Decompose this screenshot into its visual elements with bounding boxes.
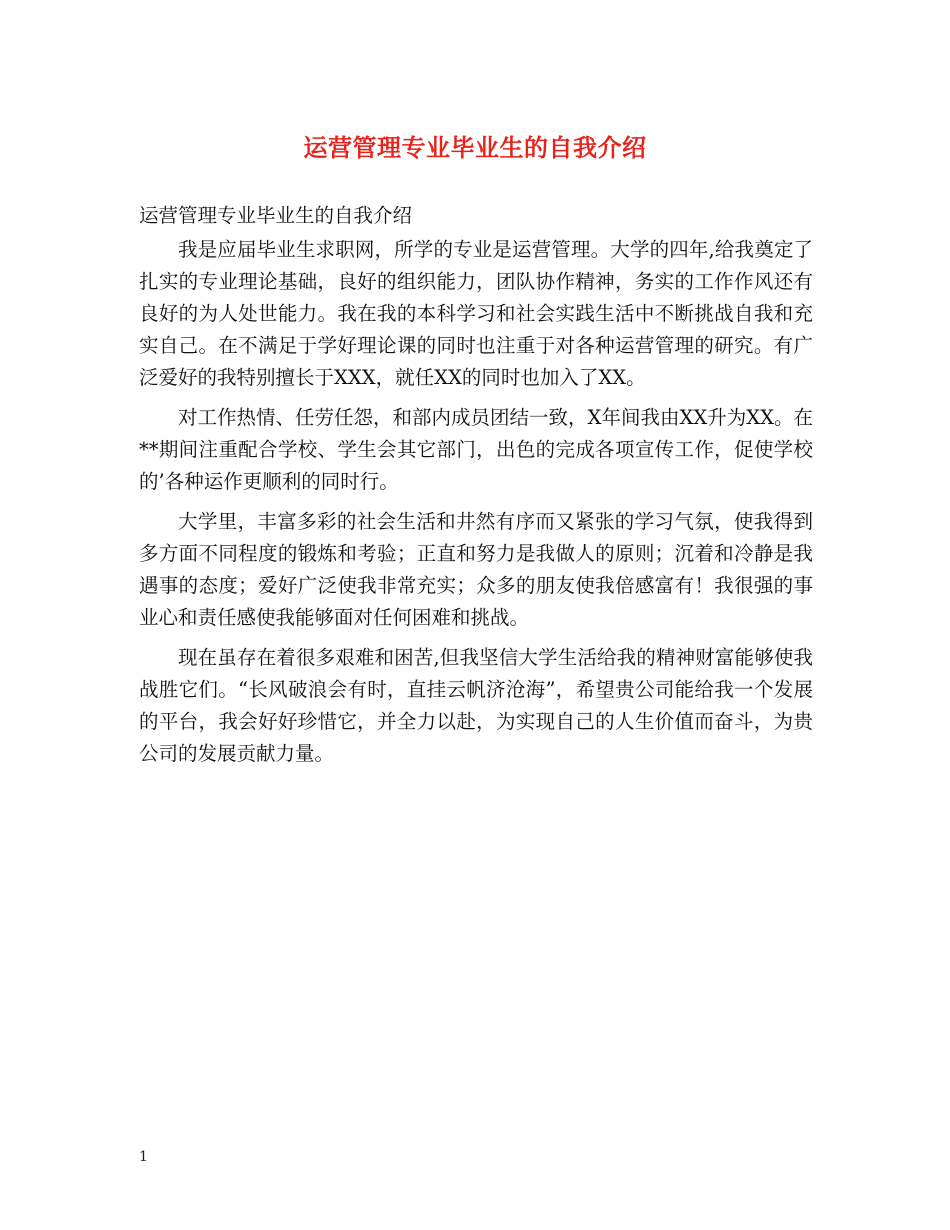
paragraph-1: 我是应届毕业生求职网，所学的专业是运营管理。大学的四年,给我奠定了扎实的专业理论基础，良好的组织能力，团队协作精神，务实的工作作风还有良好的为人处世能力。我在我的本科学习和社会实践生活中不断挑战自我和充实自己。在不满足于学好理论课的同时也注重于对各种运营管理的研究。有广泛爱好的我特别擅长于XXX，就任XX的同时也加入了XX。: [139, 238, 813, 389]
document-body: [139, 200, 813, 778]
paragraph-3: 大学里，丰富多彩的社会生活和井然有序而又紧张的学习气氛，使我得到多方面不同程度的锻炼和考验；正直和努力是我做人的原则；沉着和冷静是我遇事的态度；爱好广泛使我非常充实；众多的朋友使我倍感富有！我很强的事业心和责任感使我能够面对任何困难和挑战。: [139, 510, 813, 629]
document-subtitle: 运营管理专业毕业生的自我介绍: [139, 204, 413, 227]
paragraph-4: 现在虽存在着很多艰难和困苦,但我坚信大学生活给我的精神财富能够使我战胜它们。“长风破浪会有时，直挂云帆济沧海”，希望贵公司能给我一个发展的平台，我会好好珍惜它，并全力以赴，为实现自己的人生价值而奋斗，为贵公司的发展贡献力量。: [139, 646, 813, 765]
page-number: 1: [139, 1149, 148, 1165]
paragraph-2: 对工作热情、任劳任怨，和部内成员团结一致，X年间我由XX升为XX。在**期间注重配合学校、学生会其它部门，出色的完成各项宣传工作，促使学校的’各种运作更顺利的同时行。: [139, 406, 813, 493]
document-title: 运营管理专业毕业生的自我介绍: [303, 134, 647, 162]
